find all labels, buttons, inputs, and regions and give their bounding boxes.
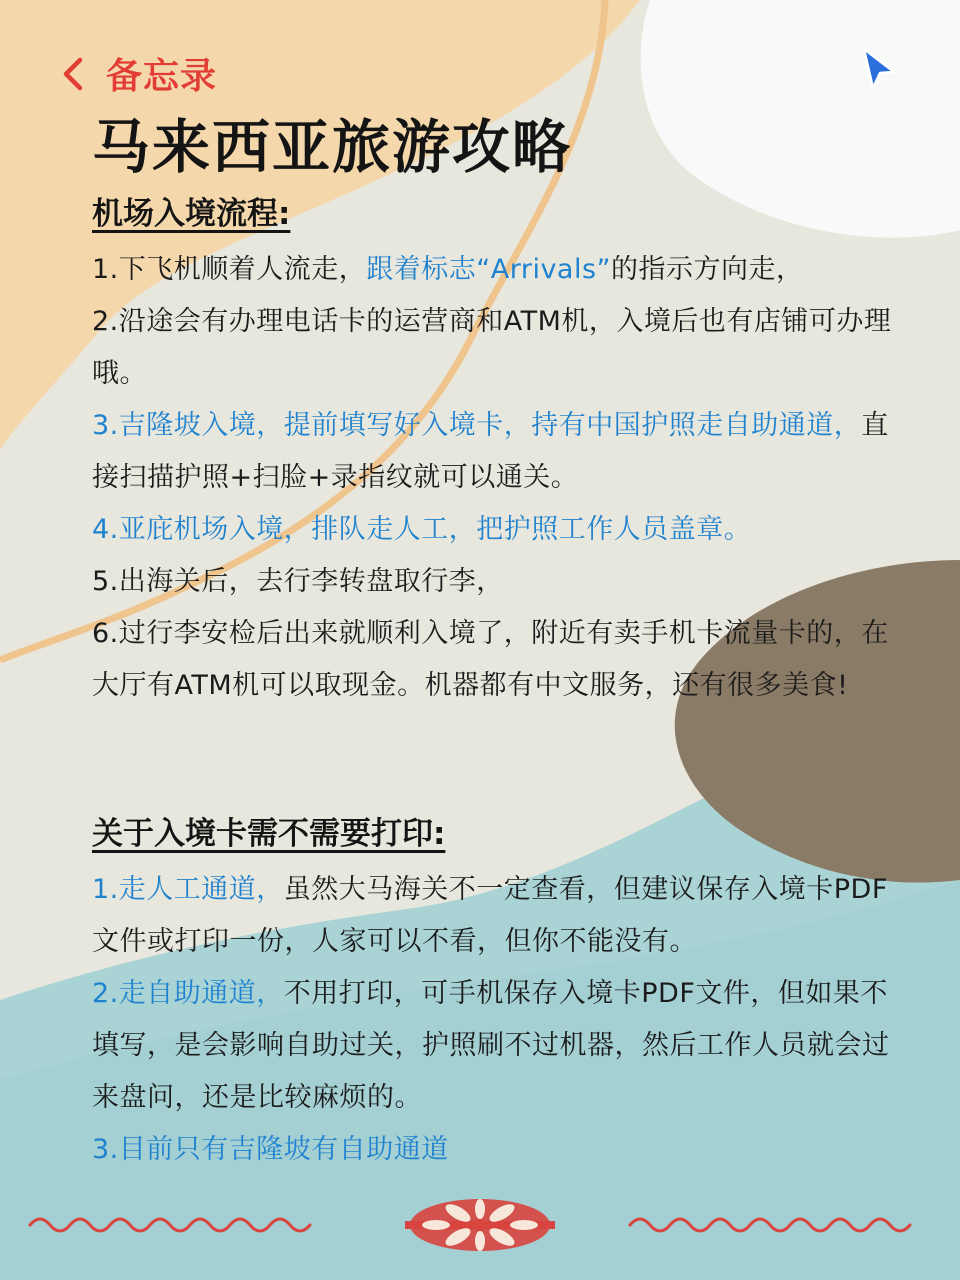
item-text: 直接扫描护照+扫脸+录指纹就可以通关。: [92, 410, 889, 493]
item-text: 虽然大马海关不一定查看，但建议保存入境卡PDF文件或打印一份，人家可以不看，但你不能没有。: [92, 874, 888, 957]
item-highlight: 3.吉隆坡入境，提前填写好入境卡，持有中国护照走自助通道，: [92, 410, 862, 441]
flower-ornament-icon: [0, 1190, 960, 1260]
list-item: [92, 608, 892, 712]
list-item: [92, 968, 892, 1124]
pointer-cursor-icon: [860, 46, 898, 92]
item-text: 2.沿途会有办理电话卡的运营商和ATM机，入境后也有店铺可办理哦。: [92, 306, 892, 389]
list-item: [92, 1124, 892, 1176]
item-highlight: 4.亚庇机场入境，排队走人工，把护照工作人员盖章。: [92, 514, 752, 545]
list-item: [92, 504, 892, 556]
section-heading: 机场入境流程:: [92, 196, 291, 232]
item-text: 6.过行李安检后出来就顺利入境了，附近有卖手机卡流量卡的，在大厅有ATM机可以取现金。机器都有中文服务，还有很多美食!: [92, 618, 889, 701]
chevron-left-icon: [58, 54, 88, 94]
back-button[interactable]: [58, 48, 217, 99]
list-item: [92, 244, 892, 296]
list-item: [92, 296, 892, 400]
item-text: 1.下飞机顺着人流走，: [92, 254, 367, 285]
list-item: [92, 556, 892, 608]
item-highlight: 跟着标志“Arrivals”: [366, 254, 612, 285]
item-text: 的指示方向走，: [611, 254, 804, 285]
list-item: [92, 864, 892, 968]
item-highlight: 1.走人工通道，: [92, 874, 284, 905]
item-text: 5.出海关后，去行李转盘取行李，: [92, 566, 504, 597]
section-arrival-process: [92, 192, 892, 712]
page-title: 马来西亚旅游攻略: [92, 113, 573, 181]
list-item: [92, 400, 892, 504]
section-heading: 关于入境卡需不需要打印:: [92, 816, 446, 852]
item-highlight: 3.目前只有吉隆坡有自助通道: [92, 1134, 449, 1165]
item-text: 不用打印，可手机保存入境卡PDF文件，但如果不填写，是会影响自助过关，护照刷不过机器，然后工作人员就会过来盘问，还是比较麻烦的。: [92, 978, 890, 1113]
section-entry-card: [92, 812, 892, 1176]
back-label: 备忘录: [106, 56, 218, 97]
item-highlight: 2.走自助通道，: [92, 978, 284, 1009]
